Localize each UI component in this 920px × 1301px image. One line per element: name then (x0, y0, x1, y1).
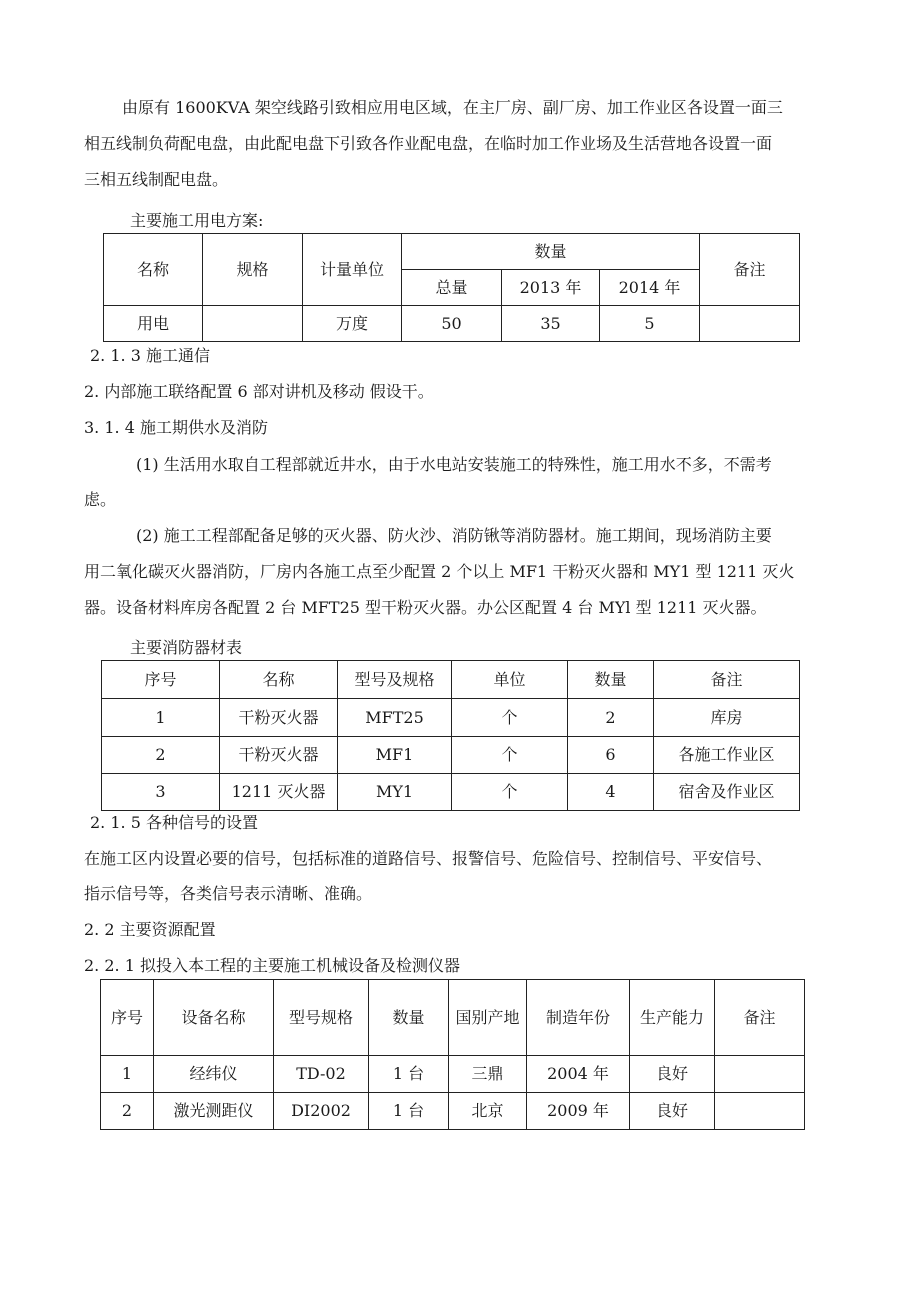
equipment-cell: 经纬仪 (154, 1056, 274, 1093)
section-221-heading: 2. 2. 1 拟投入本工程的主要施工机械设备及检测仪器 (84, 956, 460, 975)
fire-cell: 6 (568, 737, 654, 774)
power-cell-name: 用电 (104, 306, 203, 342)
fire-cell: 4 (568, 774, 654, 811)
intro-line-2: 相五线制负荷配电盘，由此配电盘下引致各作业配电盘，在临时加工作业场及生活营地各设置一面 (84, 134, 773, 153)
equipment-cell: DI2002 (274, 1093, 369, 1130)
fire-cell: 个 (452, 774, 568, 811)
equipment-cell: 1 台 (369, 1093, 449, 1130)
equipment-cell: 2009 年 (527, 1093, 630, 1130)
fire-cell: 各施工作业区 (654, 737, 800, 774)
equipment-cell: 2004 年 (527, 1056, 630, 1093)
equipment-cell: 激光测距仪 (154, 1093, 274, 1130)
fire-cell: 干粉灭火器 (220, 737, 338, 774)
intro-line-3: 三相五线制配电盘。 (84, 170, 229, 189)
fire-header-quantity: 数量 (568, 661, 654, 699)
fire-header-model: 型号及规格 (338, 661, 452, 699)
fire-header-name: 名称 (220, 661, 338, 699)
equipment-header-capacity: 生产能力 (630, 980, 715, 1056)
fire-cell: 3 (102, 774, 220, 811)
section-215-line-1: 在施工区内设置必要的信号，包括标准的道路信号、报警信号、危险信号、控制信号、平安信号、 (84, 849, 773, 868)
power-cell-2013: 35 (502, 306, 600, 342)
equipment-cell: 2 (101, 1093, 154, 1130)
fire-cell: 1211 灭火器 (220, 774, 338, 811)
fire-cell: 干粉灭火器 (220, 699, 338, 737)
fire-cell: 宿舍及作业区 (654, 774, 800, 811)
equipment-header-year: 制造年份 (527, 980, 630, 1056)
section-215-heading: 2. 1. 5 各种信号的设置 (90, 813, 258, 832)
power-table-caption: 主要施工用电方案: (130, 211, 264, 230)
power-table (103, 233, 800, 342)
fire-table (101, 660, 800, 811)
equipment-header-quantity: 数量 (369, 980, 449, 1056)
power-cell-2014: 5 (600, 306, 700, 342)
equipment-cell: TD-02 (274, 1056, 369, 1093)
equipment-header-index: 序号 (101, 980, 154, 1056)
power-cell-unit: 万度 (303, 306, 402, 342)
power-cell-spec (203, 306, 303, 342)
equipment-cell (715, 1093, 805, 1130)
power-header-quantity: 数量 (402, 234, 700, 270)
table-row (102, 699, 800, 737)
section-22-heading: 2. 2 主要资源配置 (84, 920, 216, 939)
table-row (101, 1056, 805, 1093)
equipment-cell: 北京 (449, 1093, 527, 1130)
fire-cell: MFT25 (338, 699, 452, 737)
power-cell-total: 50 (402, 306, 502, 342)
fire-cell: MY1 (338, 774, 452, 811)
fire-para-2-line-1: (2) 施工工程部配备足够的灭火器、防火沙、消防锹等消防器材。施工期间，现场消防主要 (136, 526, 772, 545)
table-row (102, 737, 800, 774)
power-header-2014: 2014 年 (600, 270, 700, 306)
table-row (104, 306, 800, 342)
equipment-header-model: 型号规格 (274, 980, 369, 1056)
power-header-remark: 备注 (700, 234, 800, 306)
equipment-header-name: 设备名称 (154, 980, 274, 1056)
fire-para-1-line-2: 虑。 (84, 490, 117, 509)
fire-header-index: 序号 (102, 661, 220, 699)
fire-cell: 1 (102, 699, 220, 737)
equipment-header-origin: 国别产地 (449, 980, 527, 1056)
equipment-cell: 1 台 (369, 1056, 449, 1093)
section-213-heading: 2. 1. 3 施工通信 (90, 346, 210, 365)
equipment-cell (715, 1056, 805, 1093)
equipment-cell: 1 (101, 1056, 154, 1093)
fire-cell: 个 (452, 699, 568, 737)
equipment-header-remark: 备注 (715, 980, 805, 1056)
power-cell-remark (700, 306, 800, 342)
fire-table-caption: 主要消防器材表 (130, 638, 243, 657)
fire-header-unit: 单位 (452, 661, 568, 699)
section-214-heading: 3. 1. 4 施工期供水及消防 (84, 418, 268, 437)
intro-line-1: 由原有 1600KVA 架空线路引致相应用电区域，在主厂房、副厂房、加工作业区各设置一面三 (122, 98, 783, 117)
equipment-table (100, 979, 805, 1130)
fire-cell: 2 (568, 699, 654, 737)
section-213-line: 2. 内部施工联络配置 6 部对讲机及移动 假设干。 (84, 382, 434, 401)
fire-cell: 个 (452, 737, 568, 774)
table-row (102, 774, 800, 811)
power-header-2013: 2013 年 (502, 270, 600, 306)
power-header-unit: 计量单位 (303, 234, 402, 306)
power-header-total: 总量 (402, 270, 502, 306)
fire-header-remark: 备注 (654, 661, 800, 699)
equipment-cell: 三鼎 (449, 1056, 527, 1093)
fire-para-1-line-1: (1) 生活用水取自工程部就近井水，由于水电站安装施工的特殊性，施工用水不多，不需考 (136, 455, 772, 474)
fire-cell: MF1 (338, 737, 452, 774)
fire-cell: 2 (102, 737, 220, 774)
power-header-name: 名称 (104, 234, 203, 306)
equipment-cell: 良好 (630, 1093, 715, 1130)
equipment-cell: 良好 (630, 1056, 715, 1093)
table-row (101, 1093, 805, 1130)
fire-para-2-line-2: 用二氧化碳灭火器消防，厂房内各施工点至少配置 2 个以上 MF1 干粉灭火器和 MY1 型 1211 灭火 (84, 562, 795, 581)
section-215-line-2: 指示信号等，各类信号表示清晰、准确。 (84, 884, 373, 903)
power-header-spec: 规格 (203, 234, 303, 306)
fire-cell: 库房 (654, 699, 800, 737)
fire-para-2-line-3: 器。设备材料库房各配置 2 台 MFT25 型干粉灭火器。办公区配置 4 台 MYl 型 1211 灭火器。 (84, 598, 767, 617)
